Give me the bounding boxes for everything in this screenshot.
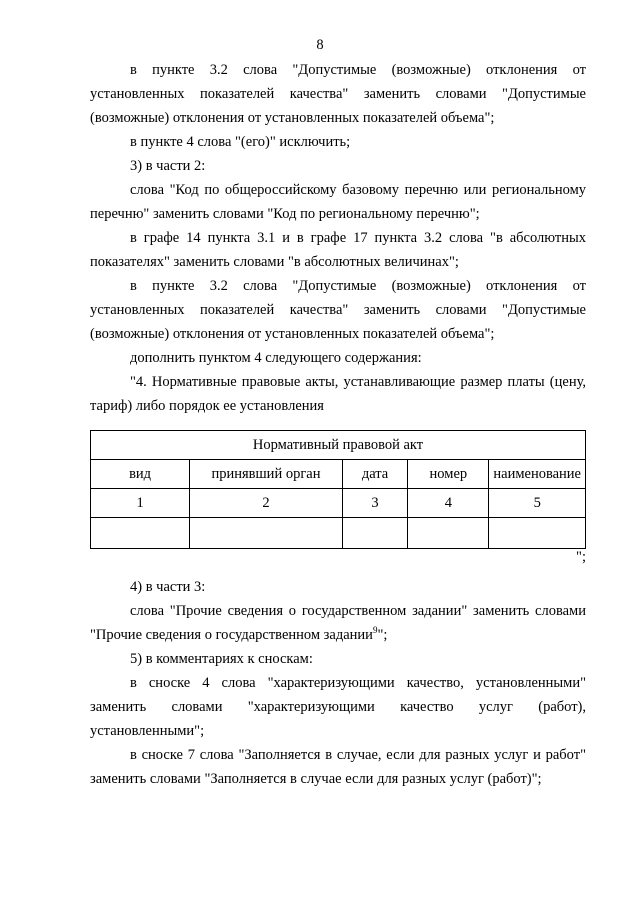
column-kind: вид [91,460,190,489]
column-index-5: 5 [489,489,586,518]
footnote-mark: 9 [372,625,378,636]
paragraph-column-14: в графе 14 пункта 3.1 и в графе 17 пункта 3.2 слова "в абсолютных показателях" заменить словами "в абсолютных величинах"; [90,230,586,270]
paragraph-normative-acts: "4. Нормативные правовые акты, устанавливающие размер платы (цену, тариф) либо порядок ее установления [90,374,586,414]
column-index-3: 3 [342,489,408,518]
page-number: 8 [316,37,324,53]
table-cell [190,518,343,549]
table-cell [489,518,586,549]
column-number: номер [408,460,489,489]
paragraph-point-3-2: в пункте 3.2 слова "Допустимые (возможные) отклонения от установленных показателей качества" заменить словами "Допустимые (возможные) отклонения от установленных показателей объема"; [90,62,586,126]
table-cell [408,518,489,549]
table-empty-row [91,518,586,549]
column-date: дата [342,460,408,489]
paragraph-point-4: в пункте 4 слова "(его)" исключить; [130,134,351,150]
document-body [90,58,586,791]
paragraph-point-3-2-repeat: в пункте 3.2 слова "Допустимые (возможные) отклонения от установленных показателей качества" заменить словами "Допустимые (возможные) отклонения от установленных показателей объема"; [90,278,586,342]
paragraph-footnote-7: в сноске 7 слова "Заполняется в случае, если для разных услуг и работ" заменить словами "Заполняется в случае если для разных услуг (работ)"; [90,747,586,787]
paragraph-code-words: слова "Код по общероссийскому базовому перечню или региональному перечню" заменить словами "Код по региональному перечню"; [90,182,586,222]
paragraph-other-info [90,599,586,647]
column-index-1: 1 [91,489,190,518]
paragraph-footnote-4: в сноске 4 слова "характеризующими качество, установленными" заменить словами "характеризующими качество услуг (работ), установленными"; [90,675,586,739]
column-index-2: 2 [190,489,343,518]
table-header: Нормативный правовой акт [91,431,586,460]
paragraph-part-2: 3) в части 2: [130,158,206,174]
column-index-4: 4 [408,489,489,518]
table-cell [91,518,190,549]
paragraph-add-point-4: дополнить пунктом 4 следующего содержания: [130,350,422,366]
column-title: наименование [489,460,586,489]
column-authority: принявший орган [190,460,343,489]
paragraph-footnote-comments: 5) в комментариях к сноскам: [130,651,313,667]
normative-act-table [90,430,586,549]
paragraph-part-3: 4) в части 3: [130,579,206,595]
table-close-quote: "; [576,549,586,565]
table-cell [342,518,408,549]
other-info-text: слова "Прочие сведения о государственном задании" заменить словами "Прочие сведения о государственном задании [90,603,586,643]
other-info-tail: "; [377,627,388,643]
